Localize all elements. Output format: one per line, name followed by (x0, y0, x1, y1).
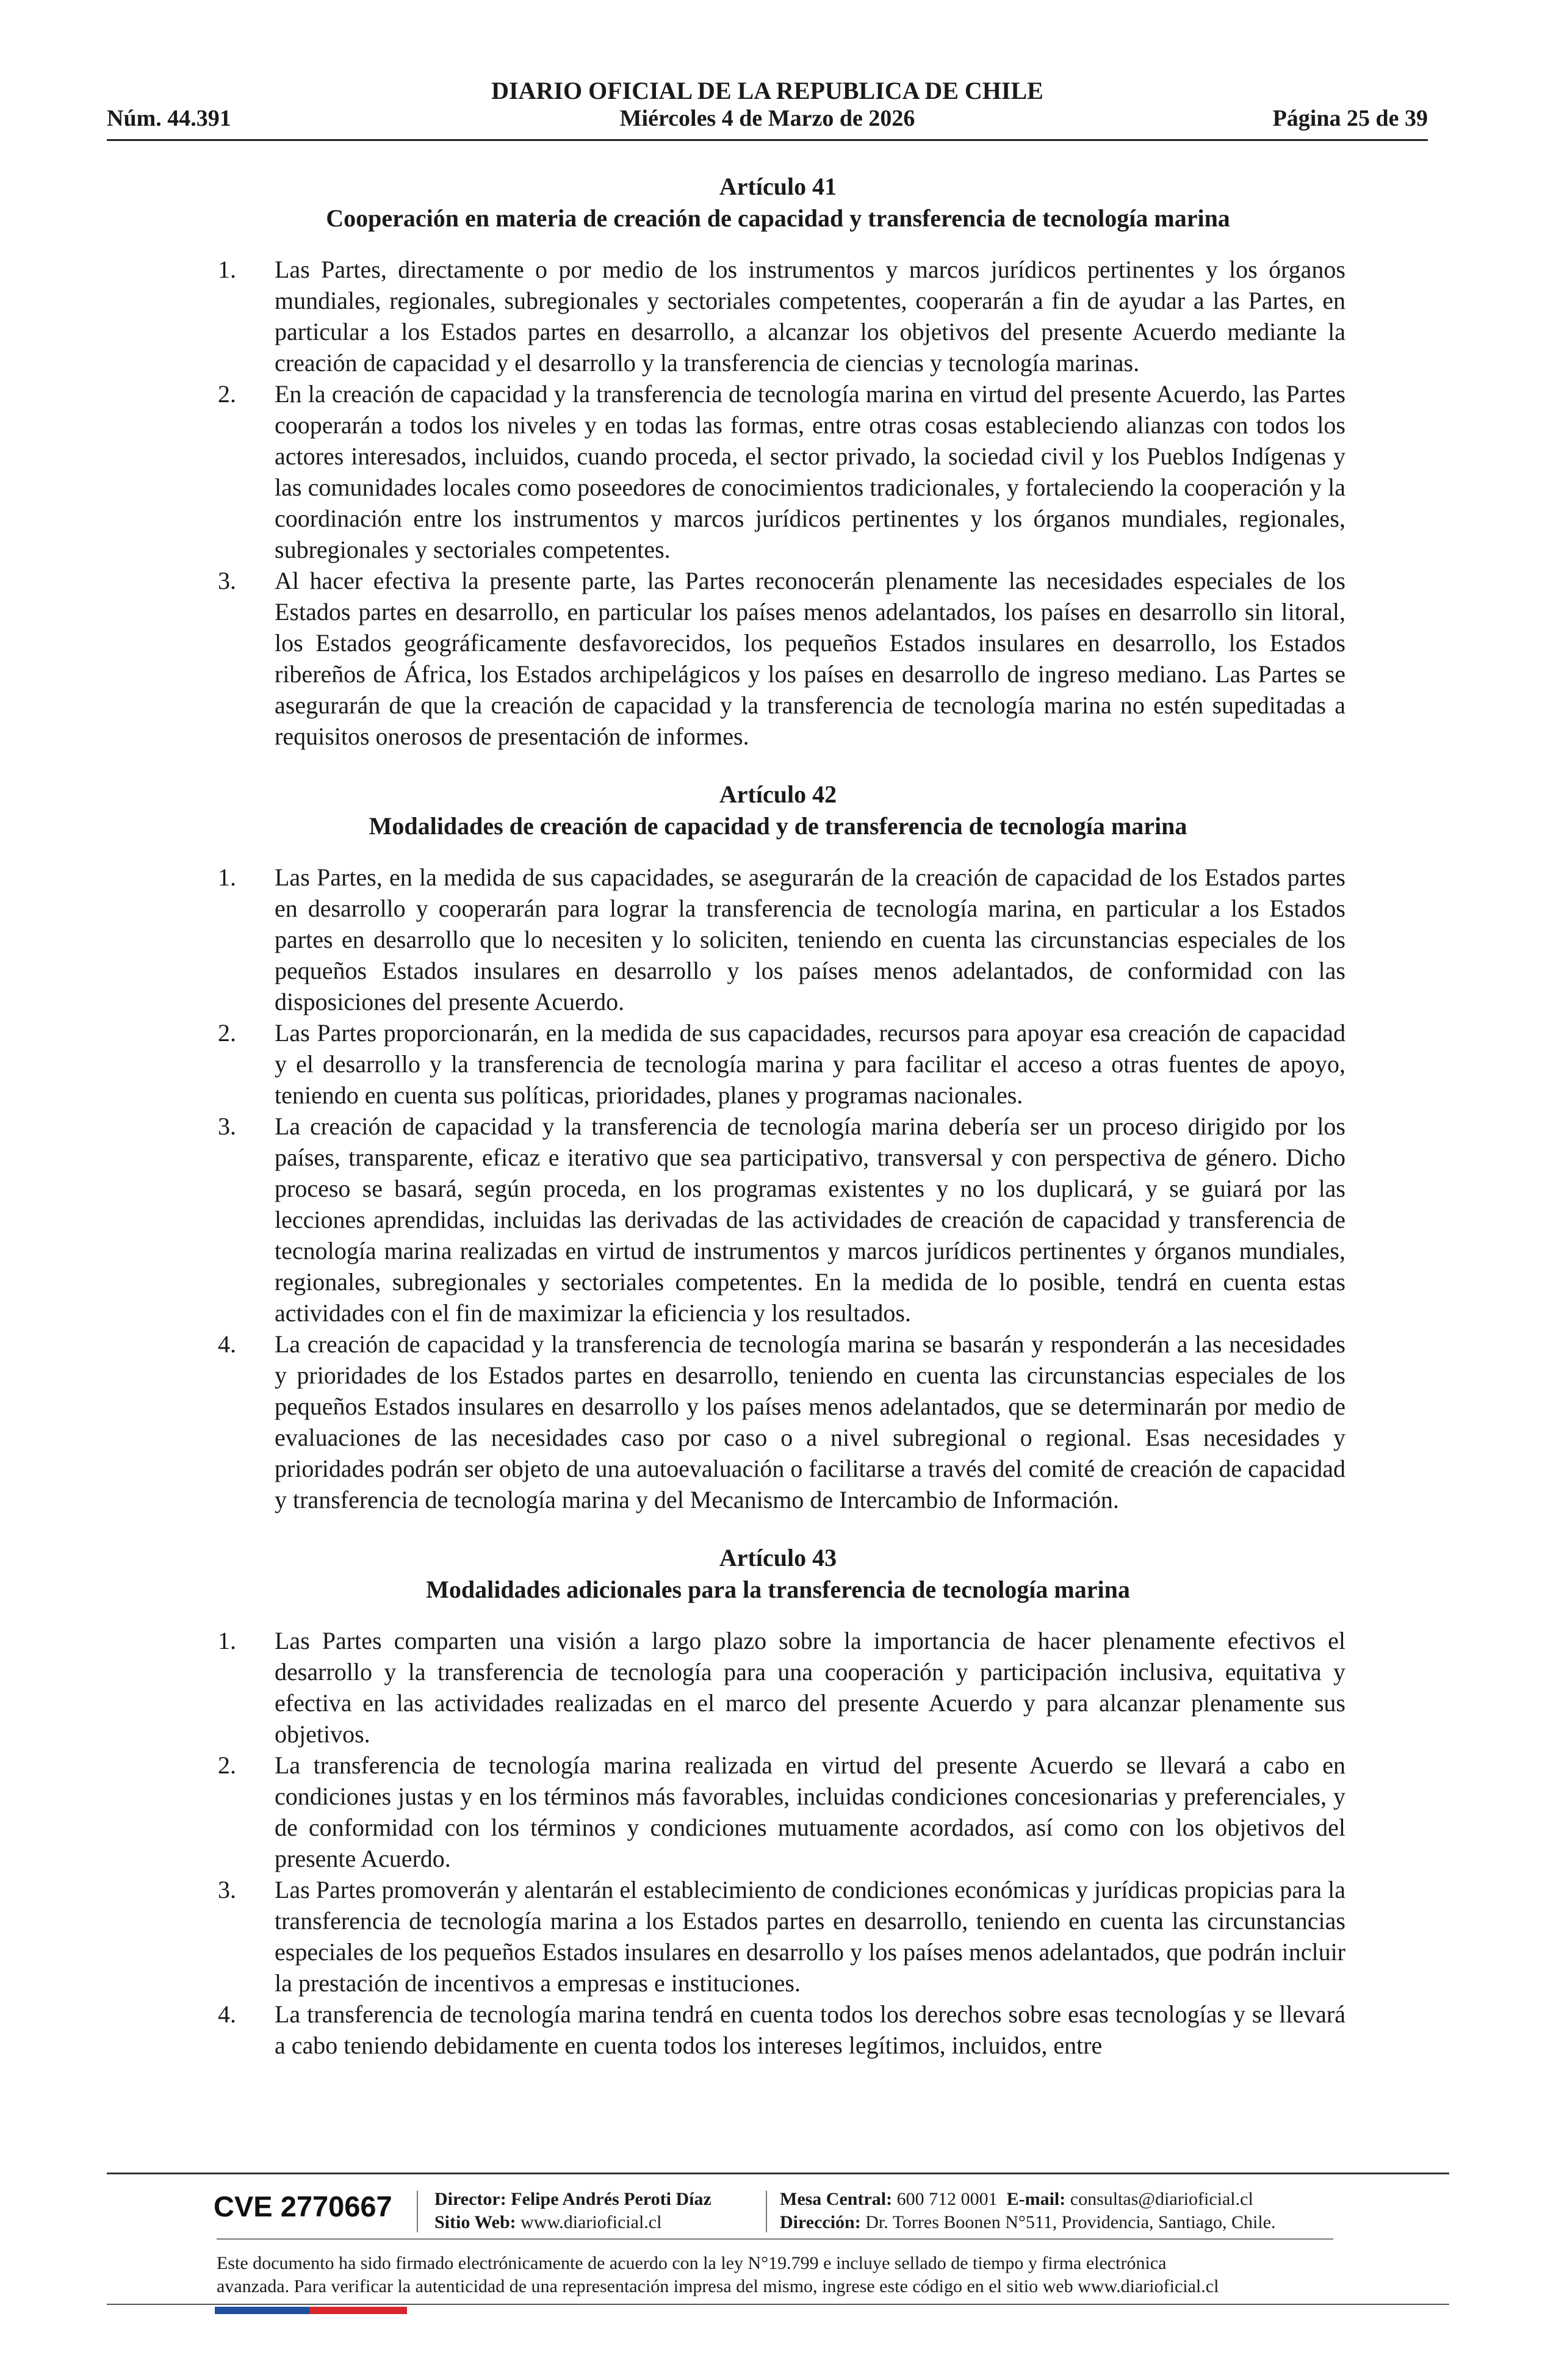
page-indicator: Página 25 de 39 (1272, 106, 1428, 131)
article-paragraph-list (211, 1625, 1345, 2061)
flag-stripe-blue (215, 2307, 309, 2314)
paragraph-number: 1. (218, 1627, 236, 1654)
article-paragraph (211, 254, 1345, 378)
paragraph-text: Las Partes, en la medida de sus capacidades, se asegurarán de la creación de capacidad de los Estados partes en desarrollo y cooperarán para lograr la transferencia de tecnología marina, en particular a los Estados partes en desarrollo que lo necesiten y lo soliciten, teniendo en cuenta las circunstancias especiales de los pequeños Estados insulares en desarrollo y los países menos adelantados, de conformidad con las disposiciones del presente Acuerdo. (275, 864, 1345, 1015)
web-link[interactable]: www.diarioficial.cl (520, 2212, 662, 2232)
article-section (211, 779, 1345, 1515)
article-section (211, 171, 1345, 752)
legal-line: avanzada. Para verificar la autenticidad de una representación impresa del mismo, ingrese este código en el sitio web www.diarioficial.cl (217, 2276, 1219, 2296)
article-paragraph (211, 1625, 1345, 1750)
phone-number: 600 712 0001 (896, 2189, 998, 2209)
article-paragraph (211, 862, 1345, 1017)
article-title: Modalidades adicionales para la transferencia de tecnología marina (426, 1576, 1130, 1603)
paragraph-number: 4. (218, 2000, 236, 2028)
footer-divider-inner (217, 2238, 1333, 2240)
footer-separator (417, 2191, 418, 2232)
publication-title: DIARIO OFICIAL DE LA REPUBLICA DE CHILE (491, 77, 1043, 104)
footer-director-block (434, 2188, 711, 2234)
paragraph-number: 1. (218, 256, 236, 283)
article-title: Cooperación en materia de creación de capacidad y transferencia de tecnología marina (326, 204, 1230, 232)
paragraph-text: Las Partes, directamente o por medio de los instrumentos y marcos jurídicos pertinentes y los órganos mundiales, regionales, subregionales y sectoriales competentes, cooperarán a fin de ayudar a las Partes, en particular a los Estados partes en desarrollo, a alcanzar los objetivos del presente Acuerdo mediante la creación de capacidad y el desarrollo y la transferencia de ciencias y tecnología marinas. (275, 256, 1345, 377)
page-header (107, 0, 1428, 146)
paragraph-text: Las Partes comparten una visión a largo plazo sobre la importancia de hacer plenamente efectivos el desarrollo y la transferencia de tecnología para una cooperación y participación inclusiva, equitativa y efectiva en las actividades realizadas en el marco del presente Acuerdo y para alcanzar plenamente sus objetivos. (275, 1627, 1345, 1748)
paragraph-number: 2. (218, 1751, 236, 1779)
article-paragraph-list (211, 254, 1345, 752)
paragraph-text: Las Partes promoverán y alentarán el establecimiento de condiciones económicas y jurídicas propicias para la transferencia de tecnología marina a los Estados partes en desarrollo, teniendo en cuenta las circunstancias especiales de los pequeños Estados insulares en desarrollo y los países menos adelantados, que podrán incluir la prestación de incentivos a empresas e instituciones. (275, 1876, 1345, 1997)
paragraph-number: 3. (218, 1876, 236, 1903)
article-paragraph (211, 378, 1345, 565)
article-paragraph (211, 565, 1345, 752)
director-label: Director: (434, 2189, 506, 2209)
email-label: E-mail: (1006, 2189, 1066, 2209)
flag-stripe-red (309, 2307, 407, 2314)
address-value: Dr. Torres Boonen N°511, Providencia, Santiago, Chile. (865, 2212, 1276, 2232)
article-heading (211, 171, 1345, 234)
web-label: Sitio Web: (434, 2212, 516, 2232)
issue-number: Núm. 44.391 (107, 106, 231, 131)
article-section (211, 1542, 1345, 2061)
article-paragraph (211, 1750, 1345, 1874)
footer-contact-block (780, 2188, 1276, 2234)
paragraph-number: 2. (218, 1019, 236, 1047)
email-link[interactable]: consultas@diarioficial.cl (1070, 2189, 1253, 2209)
director-name: Felipe Andrés Peroti Díaz (511, 2189, 711, 2209)
paragraph-text: La creación de capacidad y la transferencia de tecnología marina se basarán y responderán a las necesidades y prioridades de los Estados partes en desarrollo, teniendo en cuenta las circunstancias especiales de los pequeños Estados insulares en desarrollo y los países menos adelantados, que se determinarán por medio de evaluaciones de las necesidades caso por caso o a nivel subregional o regional. Esas necesidades y prioridades podrán ser objeto de una autoevaluación o facilitarse a través del comité de creación de capacidad y transferencia de tecnología marina y del Mecanismo de Intercambio de Información. (275, 1330, 1345, 1513)
cve-code: CVE 2770667 (214, 2190, 392, 2223)
paragraph-text: La transferencia de tecnología marina realizada en virtud del presente Acuerdo se llevará a cabo en condiciones justas y en los términos más favorables, incluidas condiciones concesionarias y preferenciales, y de conformidad con los términos y condiciones mutuamente acordados, así como con los objetivos del presente Acuerdo. (275, 1751, 1345, 1872)
article-paragraph (211, 1999, 1345, 2061)
document-body (211, 171, 1345, 2088)
paragraph-text: La transferencia de tecnología marina tendrá en cuenta todos los derechos sobre esas tecnologías y se llevará a cabo teniendo debidamente en cuenta todos los intereses legítimos, incluidos, entre (275, 2000, 1345, 2059)
paragraph-number: 3. (218, 567, 236, 594)
article-paragraph-list (211, 862, 1345, 1515)
footer-bottom-divider (107, 2304, 1449, 2305)
article-heading (211, 779, 1345, 842)
legal-line: Este documento ha sido firmado electrónicamente de acuerdo con la ley N°19.799 e incluye sellado de tiempo y firma electrónica (217, 2253, 1167, 2273)
article-paragraph (211, 1111, 1345, 1329)
phone-label: Mesa Central: (780, 2189, 893, 2209)
legal-notice (217, 2252, 1345, 2298)
paragraph-text: En la creación de capacidad y la transferencia de tecnología marina en virtud del presente Acuerdo, las Partes cooperarán a todos los niveles y en todas las formas, entre otras cosas estableciendo alianzas con todos los actores interesados, incluidos, cuando proceda, el sector privado, la sociedad civil y los Pueblos Indígenas y las comunidades locales como poseedores de conocimientos tradicionales, y fortaleciendo la cooperación y la coordinación entre los instrumentos y marcos jurídicos pertinentes y los órganos mundiales, regionales, subregionales y sectoriales competentes. (275, 380, 1345, 563)
paragraph-number: 3. (218, 1112, 236, 1140)
paragraph-number: 4. (218, 1330, 236, 1358)
paragraph-text: Las Partes proporcionarán, en la medida de sus capacidades, recursos para apoyar esa creación de capacidad y el desarrollo y la transferencia de tecnología marina y para facilitar el acceso a otras fuentes de apoyo, teniendo en cuenta sus políticas, prioridades, planes y programas nacionales. (275, 1019, 1345, 1109)
article-paragraph (211, 1017, 1345, 1111)
address-label: Dirección: (780, 2212, 861, 2232)
article-number: Artículo 41 (719, 173, 837, 200)
footer-divider (107, 2173, 1449, 2174)
footer-separator (766, 2191, 767, 2232)
article-paragraph (211, 1329, 1345, 1515)
header-divider (107, 139, 1428, 141)
paragraph-text: La creación de capacidad y la transferencia de tecnología marina debería ser un proceso dirigido por los países, transparente, eficaz e iterativo que sea participativo, transversal y con perspectiva de género. Dicho proceso se basará, según proceda, en los programas existentes y no los duplicará, y se guiará por las lecciones aprendidas, incluidas las derivadas de las actividades de creación de capacidad y transferencia de tecnología marina realizadas en virtud de instrumentos y marcos jurídicos pertinentes y órganos mundiales, regionales, subregionales y sectoriales competentes. En la medida de lo posible, tendrá en cuenta estas actividades con el fin de maximizar la eficiencia y los resultados. (275, 1112, 1345, 1327)
article-heading (211, 1542, 1345, 1606)
article-title: Modalidades de creación de capacidad y de transferencia de tecnología marina (369, 812, 1187, 840)
paragraph-number: 1. (218, 864, 236, 891)
article-number: Artículo 43 (719, 1544, 837, 1571)
article-paragraph (211, 1874, 1345, 1999)
issue-date: Miércoles 4 de Marzo de 2026 (619, 106, 915, 131)
paragraph-number: 2. (218, 380, 236, 408)
article-number: Artículo 42 (719, 781, 837, 808)
paragraph-text: Al hacer efectiva la presente parte, las Partes reconocerán plenamente las necesidades especiales de los Estados partes en desarrollo, en particular los países menos adelantados, los países en desarrollo sin litoral, los Estados geográficamente desfavorecidos, los pequeños Estados insulares en desarrollo, los Estados ribereños de África, los Estados archipelágicos y los países en desarrollo de ingreso mediano. Las Partes se asegurarán de que la creación de capacidad y la transferencia de tecnología marina no estén supeditadas a requisitos onerosos de presentación de informes. (275, 567, 1345, 750)
